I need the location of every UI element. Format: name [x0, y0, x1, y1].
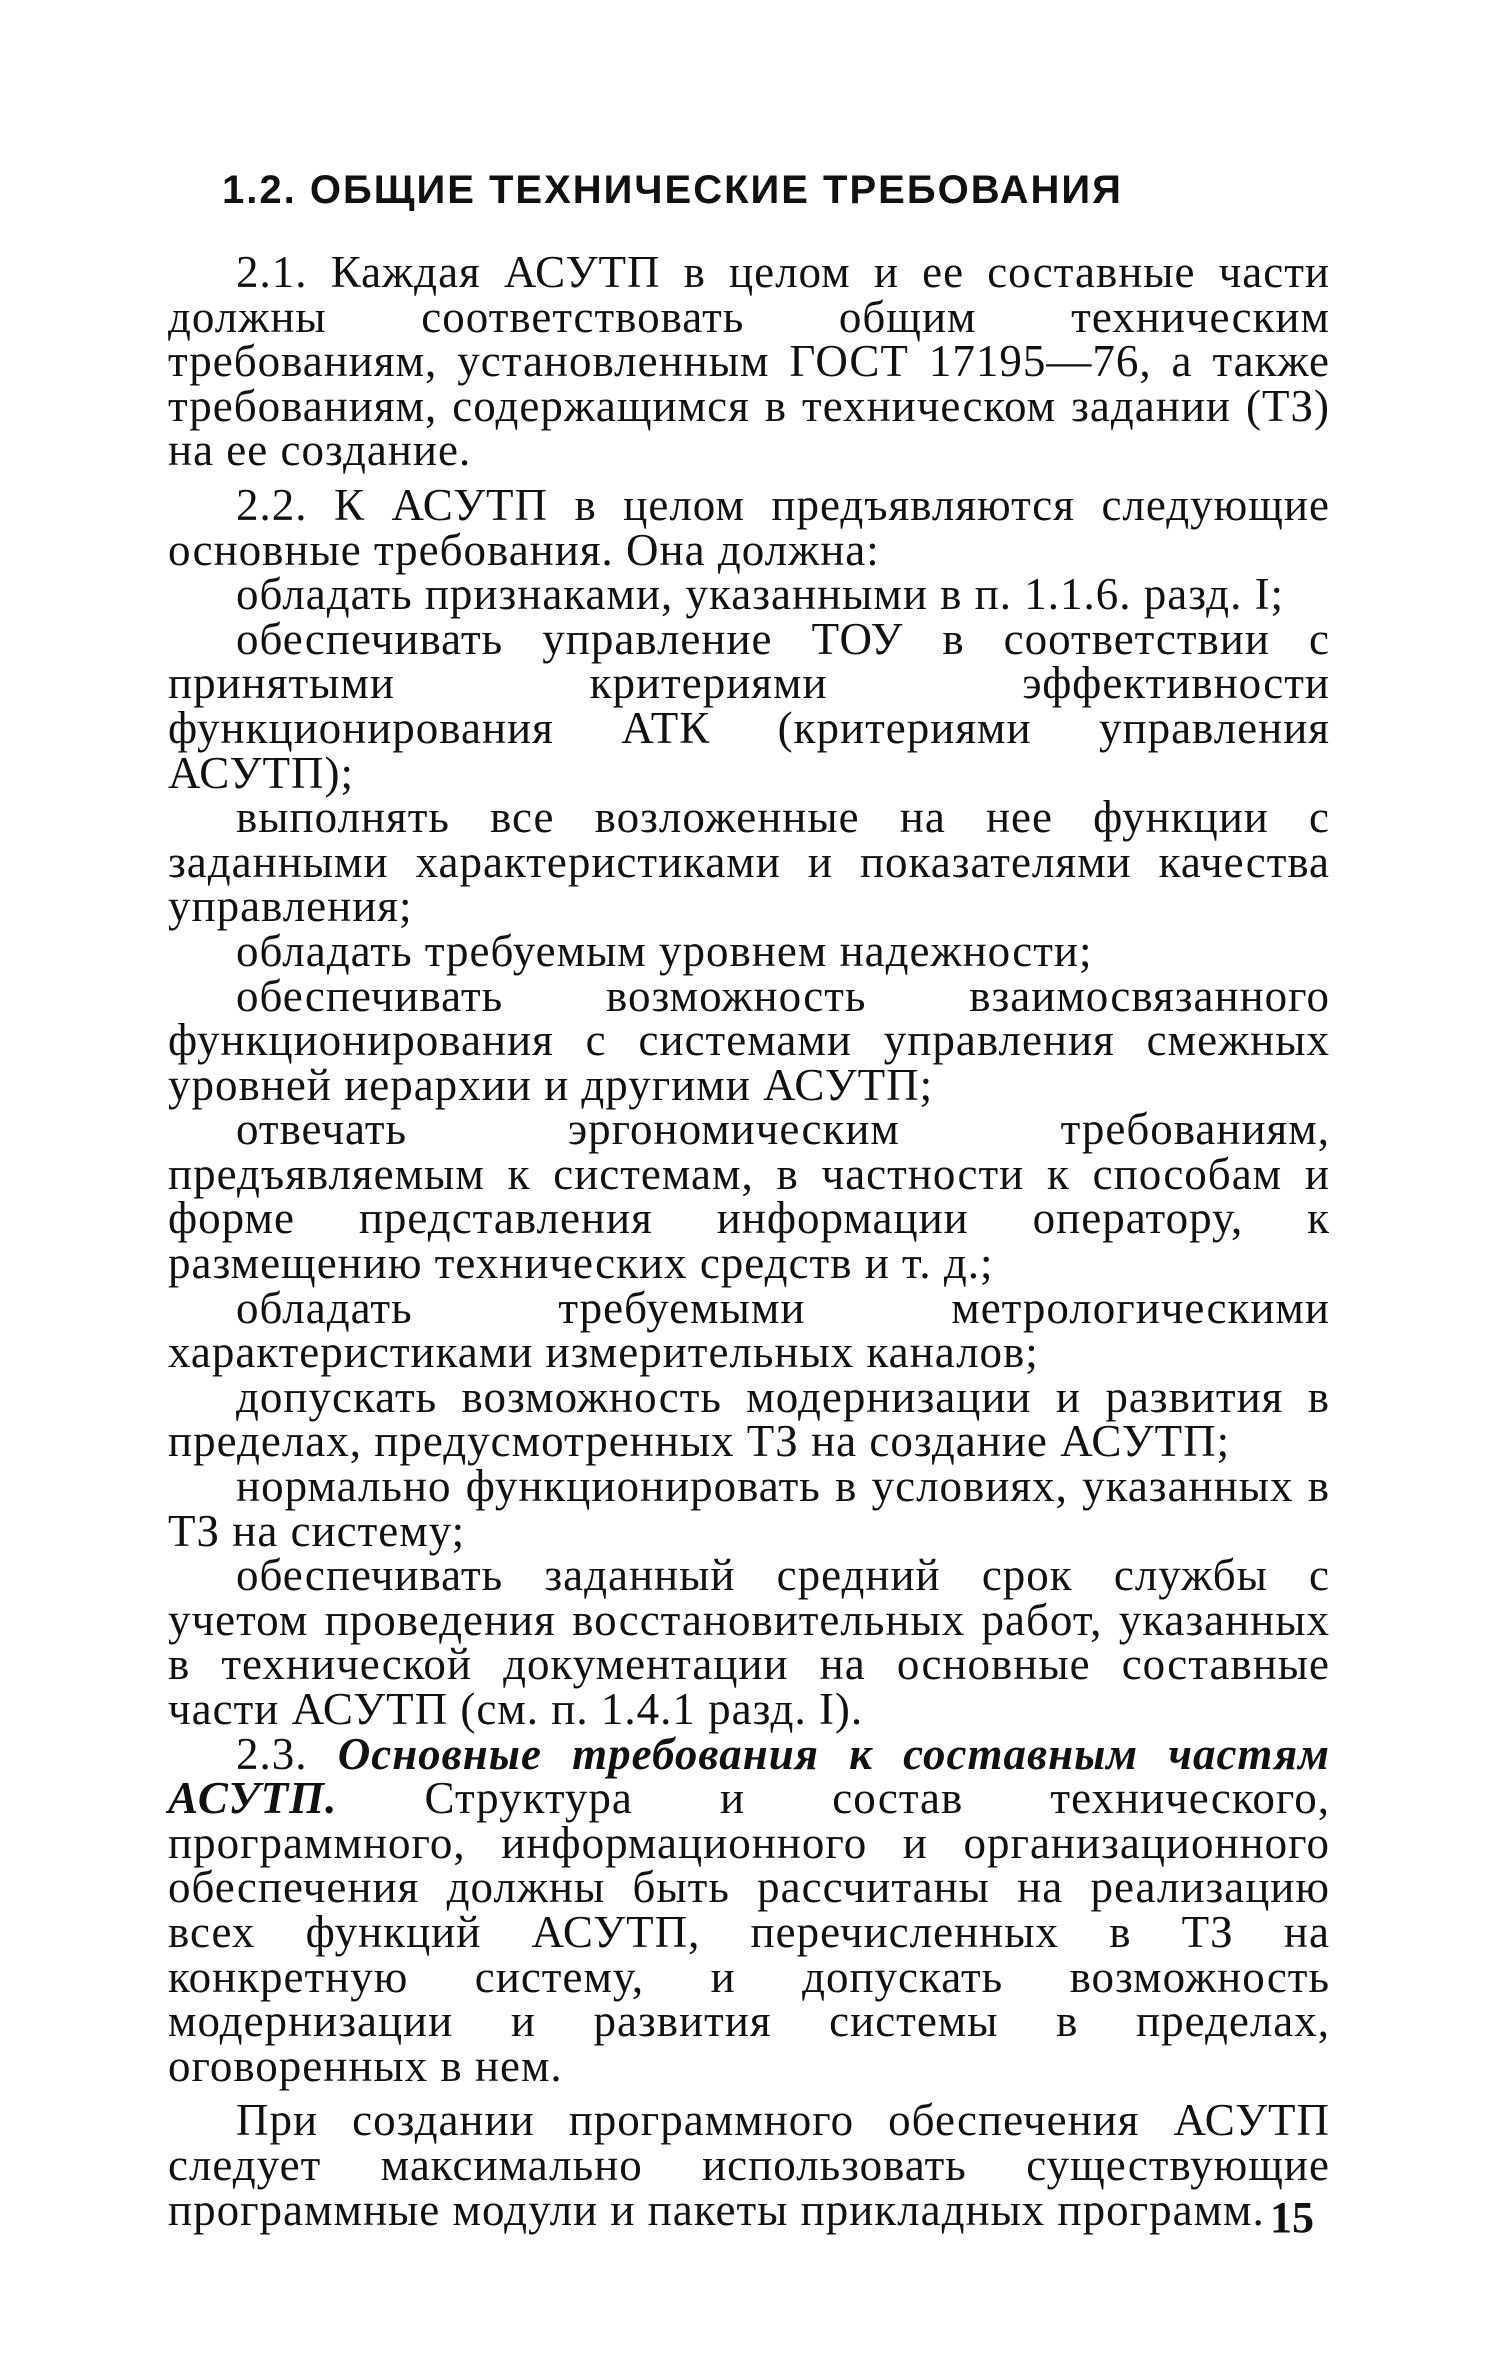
- list-item: нормально функционировать в условиях, указанных в ТЗ на систему;: [168, 1461, 1330, 1556]
- list-item: обладать требуемыми метрологическими характеристиками измерительных каналов;: [168, 1282, 1330, 1378]
- list-item: допускать возможность модернизации и развития в пределах, предусмотренных ТЗ на создание АСУТП;: [168, 1371, 1330, 1467]
- list-item: отвечать эргономическим требованиям, предъявляемым к системам, в частности к способам и форме представления информации оператору, к размещению технических средств и т. д.;: [168, 1104, 1330, 1289]
- paragraph-text: Каждая АСУТП в целом и ее составные части должны соответствовать общим техническим требованиям, установленным ГОСТ 17195—76, а также требованиям, содержащимся в техническом задании (ТЗ) на ее создание.: [168, 247, 1331, 476]
- list-item: обеспечивать управление ТОУ в соответствии с принятыми критериями эффективности функционирования АТК (критериями управления АСУТП);: [168, 613, 1330, 798]
- list-item: обеспечивать возможность взаимосвязанного функционирования с системами управления смежных уровней иерархии и другими АСУТП;: [168, 970, 1330, 1110]
- list-item: выполнять все возложенные на нее функции с заданными характеристиками и показателями качества управления;: [168, 792, 1330, 932]
- list-item: обеспечивать заданный средний срок службы с учетом проведения восстановительных работ, указанных в технической документации на основные составные части АСУТП (см. п. 1.4.1 разд. I).: [168, 1550, 1330, 1734]
- paragraph: При создании программного обеспечения АСУТП следует максимально использовать существующие программные модули и пакеты прикладных программ.: [168, 2095, 1330, 2235]
- clause-number: 2.3.: [236, 1728, 308, 1779]
- section-heading: 1.2. ОБЩИЕ ТЕХНИЧЕСКИЕ ТРЕБОВАНИЯ: [222, 168, 1123, 212]
- paragraph-text: К АСУТП в целом предъявляются следующие основные требования. Она должна:: [168, 479, 1330, 575]
- paragraph-text: Структура и состав технического, программного, информационного и организационного обеспечения должны быть рассчитаны на реализацию всех функций АСУТП, перечисленных в ТЗ на конкретную систему, и допускать возможность модернизации и развития системы в пределах, оговоренных в нем.: [168, 1773, 1331, 2091]
- paragraph: [168, 247, 1331, 476]
- paragraph: [168, 1728, 1331, 2091]
- clause-number: 2.1.: [236, 247, 308, 297]
- page-number: 15: [1270, 2193, 1314, 2242]
- paragraph: [168, 479, 1330, 575]
- body-text: [168, 247, 1331, 2235]
- list-item: обладать требуемым уровнем надежности;: [236, 925, 1093, 976]
- clause-number: 2.2.: [236, 479, 308, 530]
- list-item: обладать признаками, указанными в п. 1.1.6. разд. I;: [236, 569, 1285, 620]
- clause-title: Основные требования к составным частям АСУТП.: [168, 1728, 1330, 1824]
